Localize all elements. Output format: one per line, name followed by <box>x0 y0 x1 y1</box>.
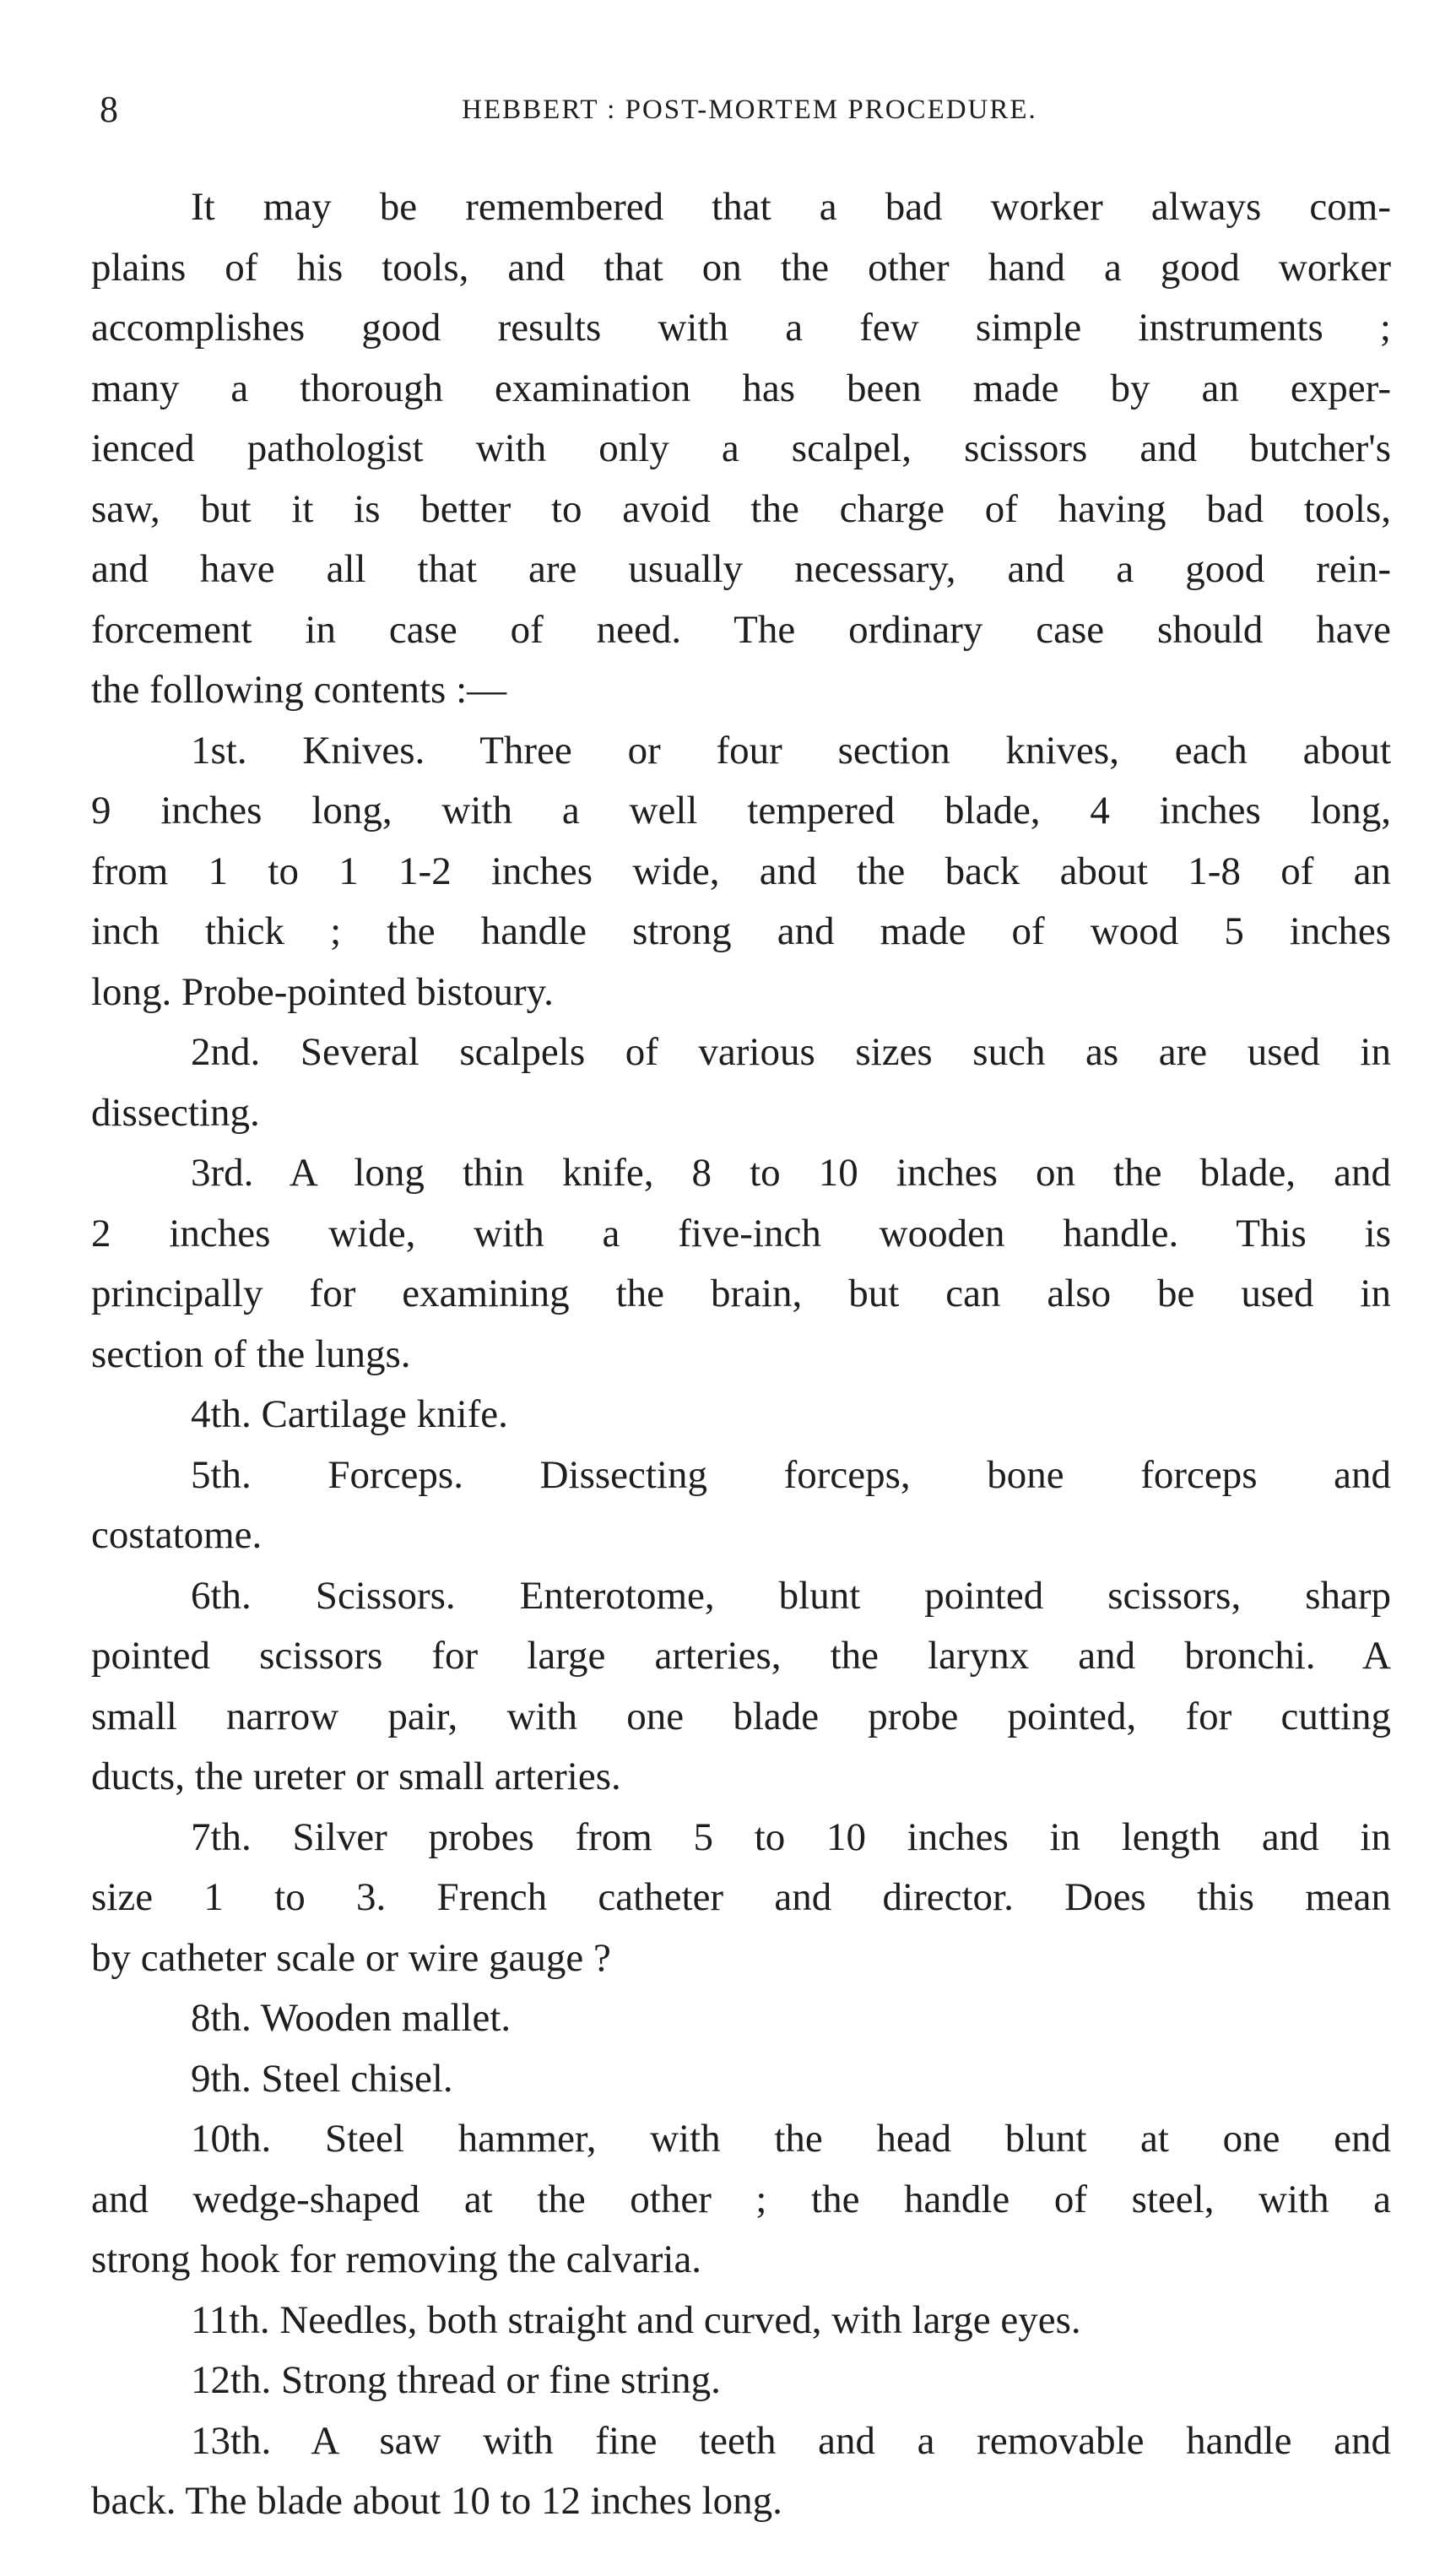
text-line: 11th. Needles, both straight and curved, with large eyes. <box>191 2297 1081 2342</box>
text-line: principally for examining the brain, but can also be used in <box>91 1272 1391 1315</box>
text-line: strong hook for removing the calvaria. <box>91 2237 702 2281</box>
text-line: the following contents :— <box>91 668 507 712</box>
text-line: dissecting. <box>91 1090 260 1135</box>
text-line: many a thorough examination has been made by an exper- <box>91 366 1391 410</box>
text-line: ienced pathologist with only a scalpel, scissors and butcher's <box>91 426 1391 470</box>
text-line: 7th. Silver probes from 5 to 10 inches in length and in <box>191 1814 1391 1859</box>
text-line: 13th. A saw with fine teeth and a removable handle and <box>191 2418 1391 2463</box>
text-line: from 1 to 1 1-2 inches wide, and the back about 1-8 of an <box>91 849 1391 893</box>
page-number: 8 <box>100 89 118 130</box>
body-text <box>91 177 1391 2532</box>
text-line: long. Probe-pointed bistoury. <box>91 969 554 1014</box>
text-line: 2 inches wide, with a five-inch wooden handle. This is <box>91 1211 1391 1256</box>
text-line: pointed scissors for large arteries, the larynx and bronchi. A <box>91 1634 1391 1678</box>
text-line: size 1 to 3. French catheter and director. Does this mean <box>91 1875 1391 1919</box>
text-line: 10th. Steel hammer, with the head blunt at one end <box>191 2117 1391 2161</box>
text-line: 9 inches long, with a well tempered blade, 4 inches long, <box>91 789 1391 832</box>
running-head <box>91 84 1408 135</box>
text-line: by catheter scale or wire gauge ? <box>91 1935 611 1980</box>
text-line: 6th. Scissors. Enterotome, blunt pointed scissors, sharp <box>191 1573 1391 1618</box>
text-line: 1st. Knives. Three or four section knives, each about <box>191 728 1391 773</box>
running-title: HEBBERT : POST-MORTEM PROCEDURE. <box>462 95 1037 125</box>
text-line: 5th. Forceps. Dissecting forceps, bone forceps and <box>191 1452 1391 1497</box>
text-line: and wedge-shaped at the other ; the handle of steel, with a <box>91 2177 1391 2221</box>
text-line: back. The blade about 10 to 12 inches long. <box>91 2479 782 2523</box>
text-line: saw, but it is better to avoid the charge of having bad tools, <box>91 486 1391 531</box>
text-line: section of the lungs. <box>91 1331 411 1376</box>
text-line: ducts, the ureter or small arteries. <box>91 1754 621 1798</box>
text-line: forcement in case of need. The ordinary case should have <box>91 607 1391 652</box>
text-line: inch thick ; the handle strong and made of wood 5 inches <box>91 909 1391 953</box>
text-line: plains of his tools, and that on the other hand a good worker <box>91 245 1391 290</box>
text-line: costatome. <box>91 1513 263 1557</box>
text-line: 9th. Steel chisel. <box>191 2056 453 2101</box>
text-line: 2nd. Several scalpels of various sizes such as are used in <box>191 1030 1391 1074</box>
text-line: 12th. Strong thread or fine string. <box>191 2358 721 2402</box>
text-line: 4th. Cartilage knife. <box>191 1392 508 1436</box>
text-line: small narrow pair, with one blade probe pointed, for cutting <box>91 1694 1391 1738</box>
text-line: accomplishes good results with a few simple instruments ; <box>91 306 1391 350</box>
text-line: 3rd. A long thin knife, 8 to 10 inches on the blade, and <box>191 1151 1391 1195</box>
text-line: and have all that are usually necessary, and a good rein- <box>91 547 1391 591</box>
text-line: 8th. Wooden mallet. <box>191 1996 511 2040</box>
text-line: It may be remembered that a bad worker always com- <box>191 185 1391 229</box>
